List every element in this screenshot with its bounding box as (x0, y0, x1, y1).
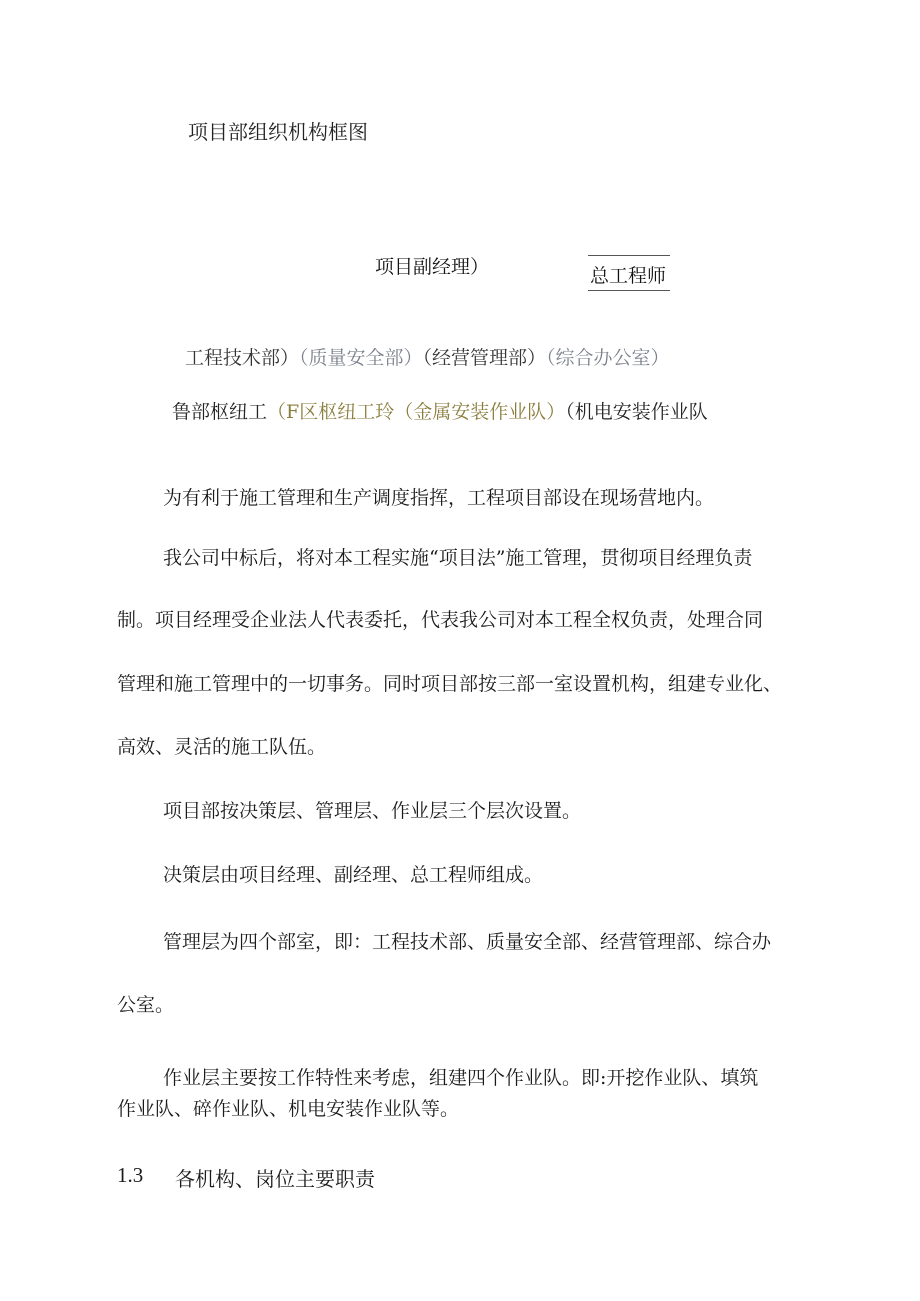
paragraph-2-line-1: 我公司中标后，将对本工程实施“项目法”施工管理，贯彻项目经理负责 (163, 547, 753, 569)
team-1: 鲁部枢纽工 (172, 401, 268, 423)
team-4: （机电安装作业队 (565, 401, 708, 423)
team-2: （F区枢纽工玲 (267, 401, 395, 423)
paragraph-6-line-2: 作业队、碎作业队、机电安装作业队等。 (117, 1098, 460, 1120)
dept-general-office: （综合办公室） (546, 347, 670, 369)
paragraph-3: 项目部按决策层、管理层、作业层三个层次设置。 (163, 800, 582, 822)
paragraph-6-line-1: 作业层主要按工作特性来考虑，组建四个作业队。即:开挖作业队、填筑 (163, 1067, 759, 1089)
paragraph-1: 为有利于施工管理和生产调度指挥，工程项目部设在现场营地内。 (163, 487, 715, 509)
paragraph-5-line-1: 管理层为四个部室，即：工程技术部、质量安全部、经营管理部、综合办 (163, 931, 772, 953)
section-number: 1.3 (117, 1163, 144, 1187)
dept-engineering: 工程技术部） (185, 347, 300, 369)
paragraph-4: 决策层由项目经理、副经理、总工程师组成。 (163, 864, 544, 886)
teams-row (172, 397, 708, 424)
dept-business: （经营管理部） (422, 347, 547, 369)
paragraph-2-line-4: 高效、灵活的施工队伍。 (117, 736, 327, 758)
paragraph-2-line-2: 制。项目经理受企业法人代表委托，代表我公司对本工程全权负责，处理合同 (117, 609, 764, 631)
chief-engineer-box: 总工程师 (590, 265, 667, 287)
dept-quality-safety: （质量安全部） (299, 347, 423, 369)
chart-title: 项目部组织机构框图 (188, 120, 368, 144)
team-3: （金属安装作业队） (394, 401, 566, 423)
paragraph-2-line-3: 管理和施工管理中的一切事务。同时项目部按三部一室设置机构，组建专业化、 (117, 673, 783, 695)
departments-row (185, 343, 670, 370)
section-title: 各机构、岗位主要职责 (175, 1167, 375, 1191)
vice-manager-box: 项目副经理） (375, 256, 490, 278)
paragraph-5-line-2: 公室。 (117, 994, 175, 1016)
